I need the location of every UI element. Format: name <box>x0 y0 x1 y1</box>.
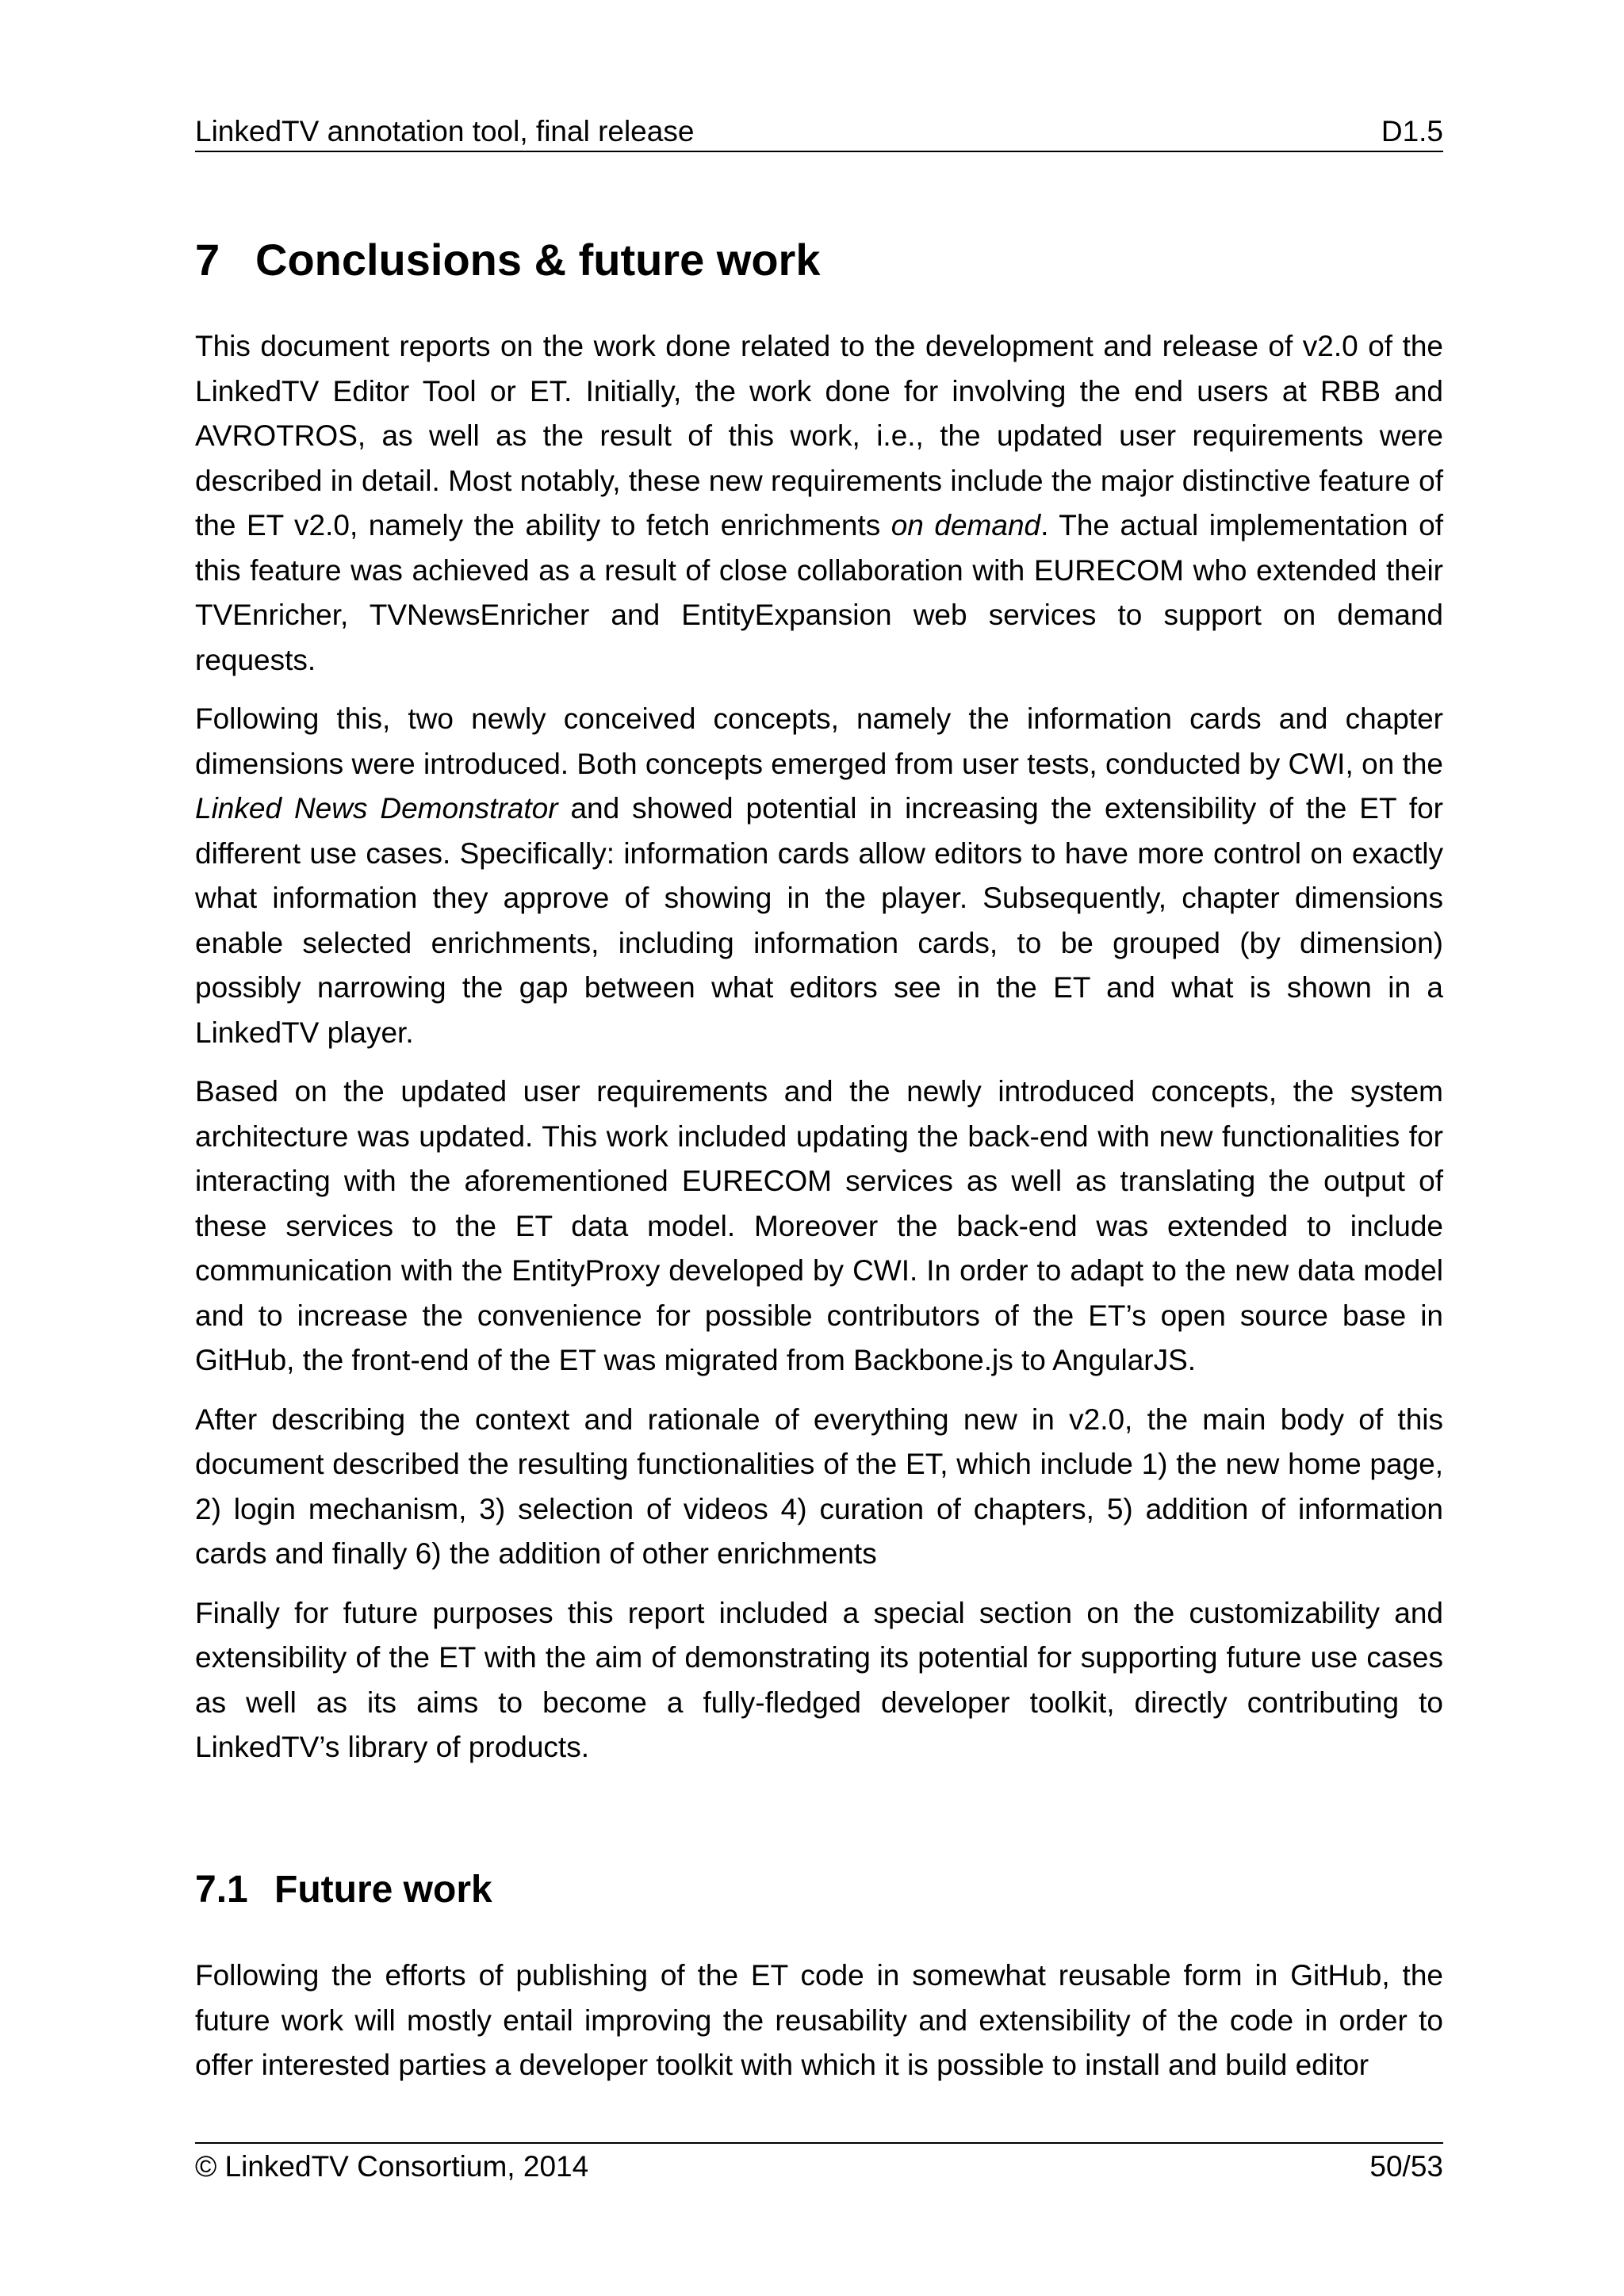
section-title: Conclusions & future work <box>255 235 821 285</box>
paragraph <box>195 1398 1443 1577</box>
subsection-number: 7.1 <box>195 1869 248 1911</box>
emphasized-text: Linked News Demonstrator <box>195 792 558 825</box>
text-run: Based on the updated user requirements and the newly introduced concepts, the system architecture was updated. This work included updating the back-end with new functionalities for interacting with the aforementioned EURECOM services as well as translating the output of these services to the ET data model. Moreover the back-end was extended to include communication with the EntityProxy developed by CWI. In order to adapt to the new data model and to increase the convenience for possible contributors of the ET’s open source base in GitHub, the front-end of the ET was migrated from Backbone.js to AngularJS. <box>195 1075 1443 1376</box>
subsection-body <box>195 1954 1443 2103</box>
text-run: This document reports on the work done related to the development and release of v2.0 of the LinkedTV Editor Tool or ET. Initially, the work done for involving the end users at RBB and AVROTROS, as well as the result of this work, i.e., the updated user requirements were described in detail. Most notably, these new requirements include the major distinctive feature of the ET v2.0, namely the ability to fetch enrichments <box>195 330 1443 541</box>
paragraph <box>195 1591 1443 1770</box>
text-run: Finally for future purposes this report included a special section on the customizability and extensibility of the ET with the aim of demonstrating its potential for supporting future use cases as well as its aims to become a fully-fledged developer toolkit, directly contributing to LinkedTV’s library of products. <box>195 1596 1443 1763</box>
subsection-heading <box>195 1862 492 1919</box>
text-run: After describing the context and rationale of everything new in v2.0, the main body of this document described the resulting functionalities of the ET, which include 1) the new home page, 2) login mechanism, 3) selection of videos 4) curation of chapters, 5) addition of information cards and finally 6) the addition of other enrichments <box>195 1402 1443 1570</box>
text-run: Following the efforts of publishing of the ET code in somewhat reusable form in GitHub, the future work will mostly entail improving the reusability and extensibility of the code in order to offer interested parties a developer toolkit with which it is possible to install and build editor <box>195 1959 1443 2081</box>
paragraph <box>195 697 1443 1055</box>
text-run: Following this, two newly conceived concepts, namely the information cards and chapter dimensions were introduced. Both concepts emerged from user tests, conducted by CWI, on the <box>195 702 1443 780</box>
copyright: © LinkedTV Consortium, 2014 <box>195 2150 589 2183</box>
paragraph <box>195 1070 1443 1383</box>
page-number: 50/53 <box>1369 2150 1443 2183</box>
section-number: 7 <box>195 235 220 285</box>
text-run: . The actual implementation of this feature was achieved as a result of close collaboration with EURECOM who extended their TVEnricher, TVNewsEnricher and EntityExpansion web services to support on demand requests. <box>195 509 1443 676</box>
section-body <box>195 324 1443 1785</box>
document-title: LinkedTV annotation tool, final release <box>195 115 695 147</box>
paragraph <box>195 1954 1443 2088</box>
page-footer <box>195 2142 1443 2190</box>
emphasized-text: on demand <box>891 509 1041 541</box>
page-header <box>195 113 1443 152</box>
subsection-title: Future work <box>274 1869 492 1911</box>
text-run: and showed potential in increasing the extensibility of the ET for different use cases. Specifically: information cards allow editors to have more control on exactly what information they approve of showing in the player. Subsequently, chapter dimensions enable selected enrichments, including information cards, to be grouped (by dimension) possibly narrowing the gap between what editors see in the ET and what is shown in a LinkedTV player. <box>195 792 1443 1049</box>
section-heading <box>195 228 821 292</box>
deliverable-id: D1.5 <box>1381 115 1443 147</box>
paragraph <box>195 324 1443 683</box>
